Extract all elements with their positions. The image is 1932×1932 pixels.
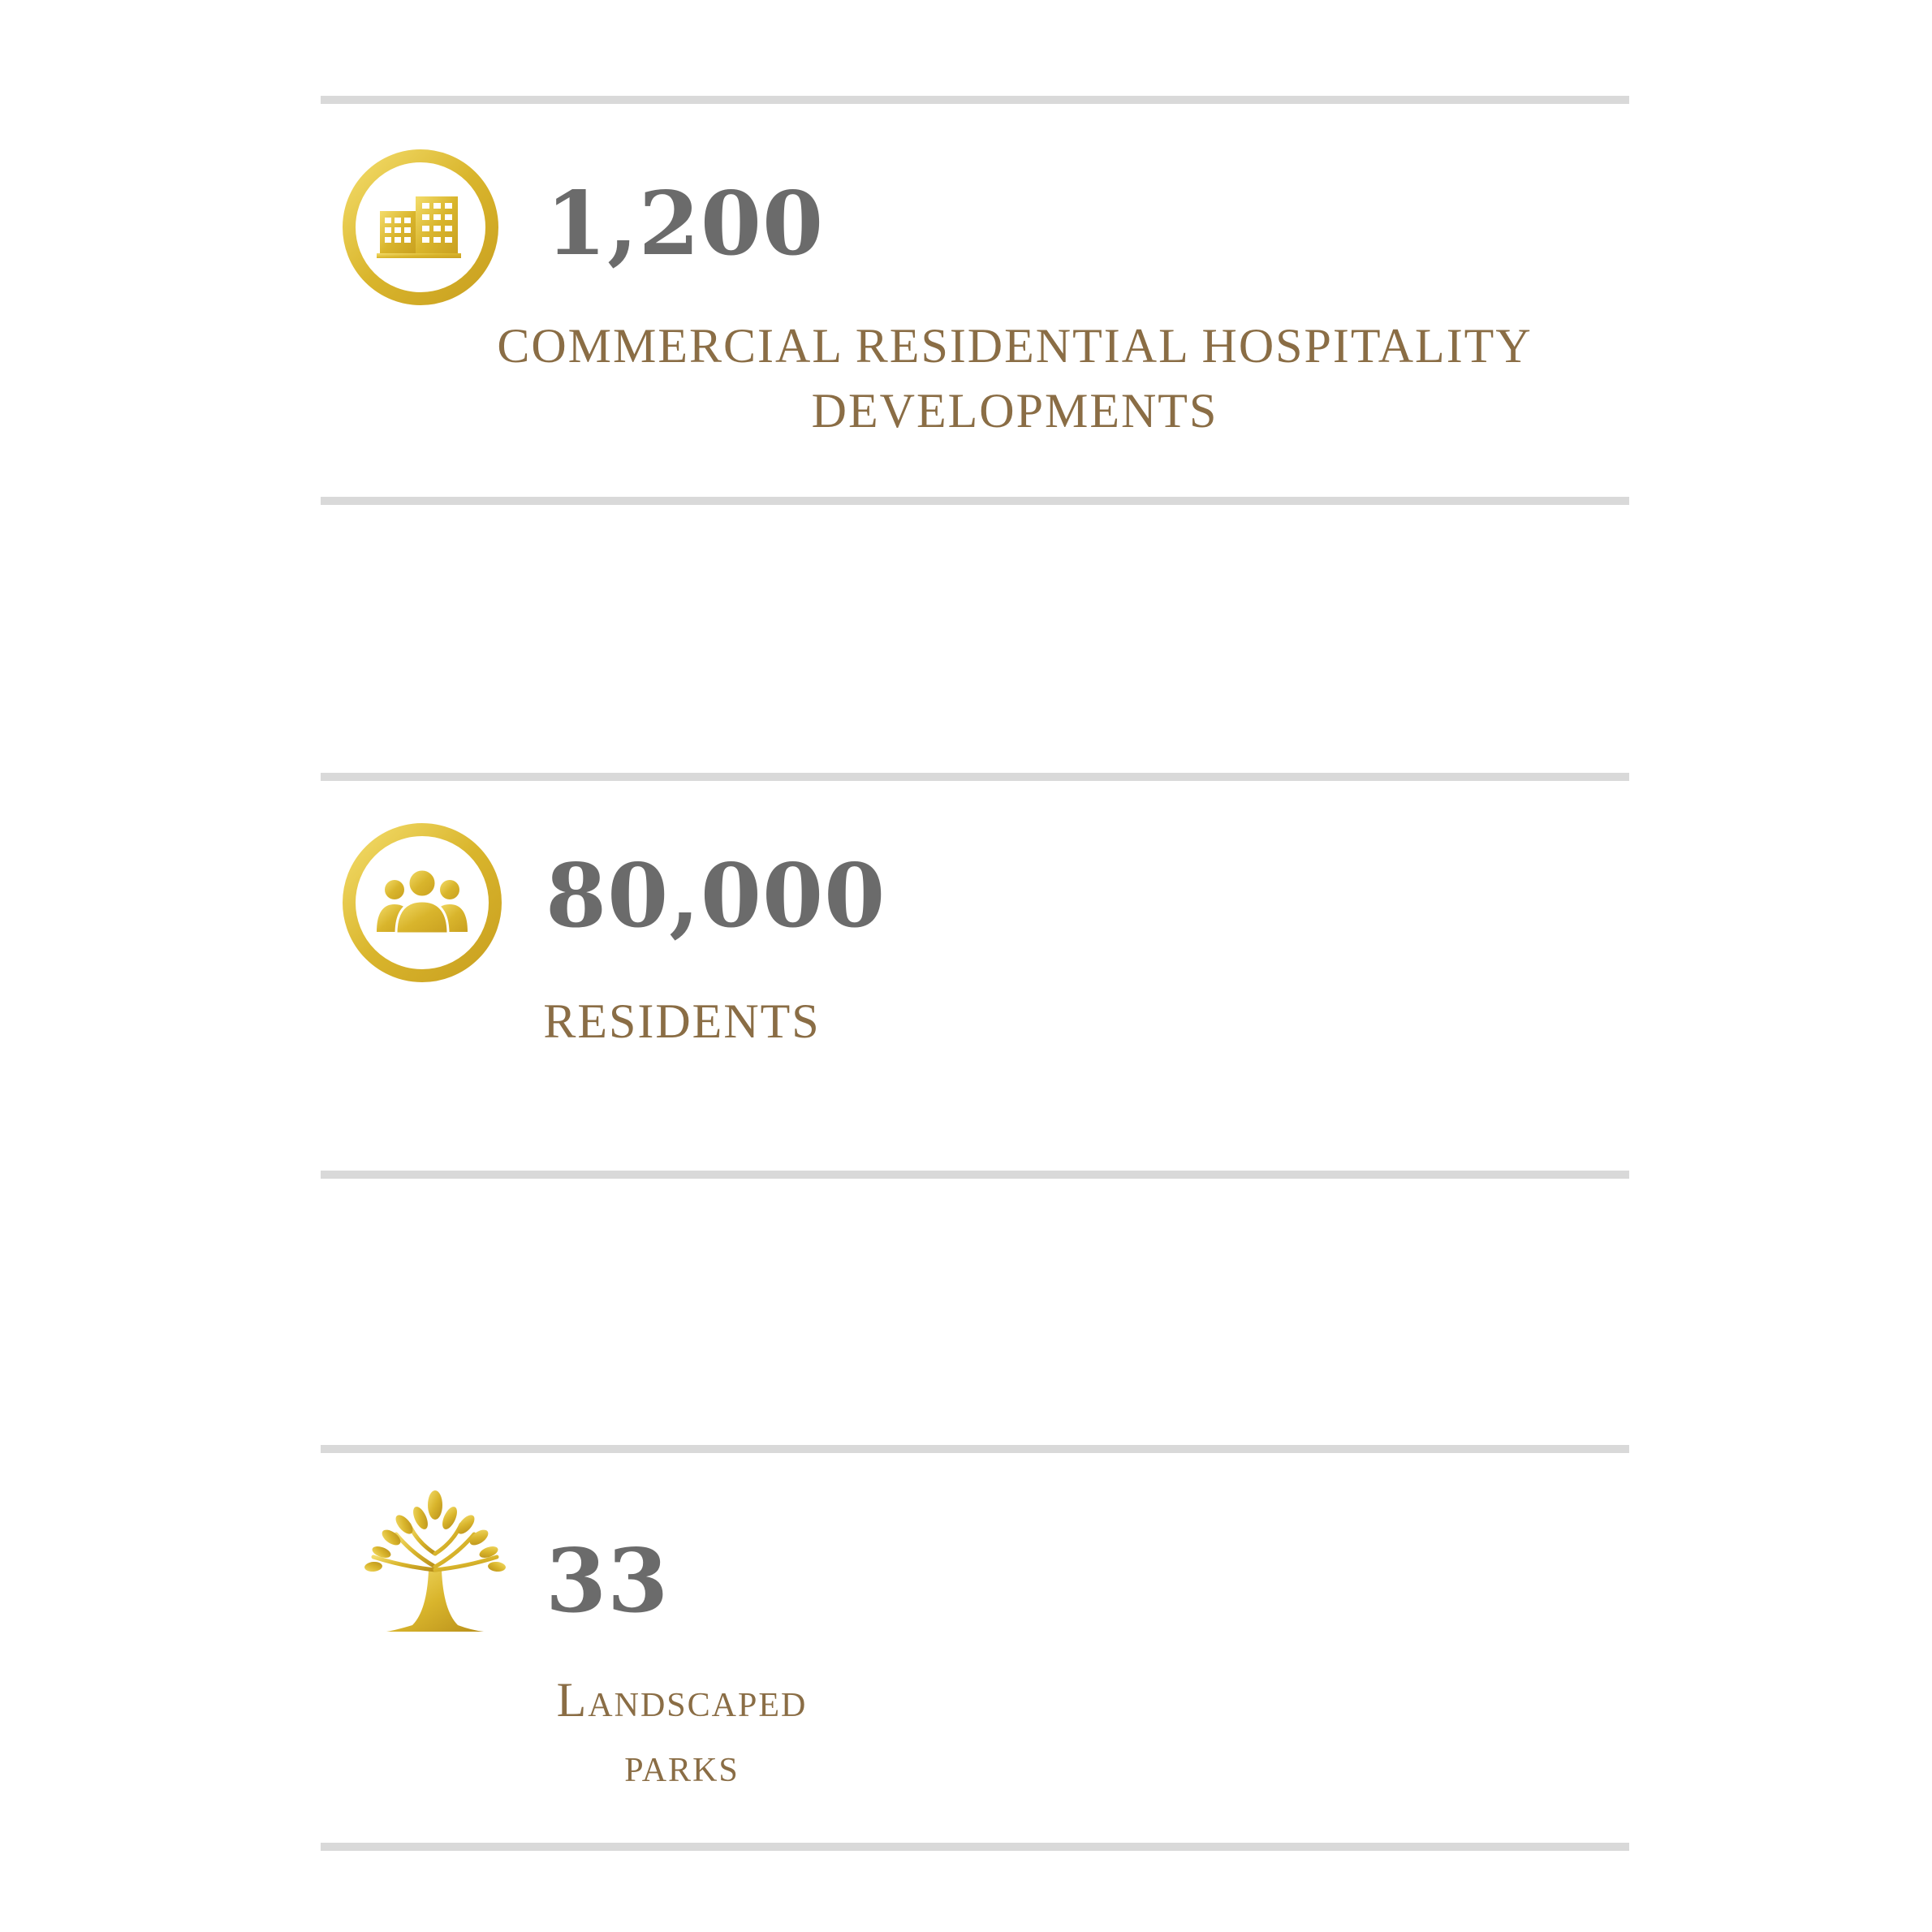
stat-number: 1,200 (546, 173, 825, 275)
people-group-icon (341, 822, 503, 984)
tree-icon (364, 1489, 507, 1643)
stat-label-line: Landscaped (556, 1673, 808, 1727)
divider (321, 96, 1629, 104)
stat-label-line: RESIDENTS (543, 994, 821, 1048)
stat-label (503, 989, 860, 1054)
divider (321, 773, 1629, 781)
stat-label-line: DEVELOPMENTS (811, 384, 1218, 438)
stat-number: 33 (546, 1530, 670, 1632)
divider (321, 1843, 1629, 1851)
stat-label-line: parks (624, 1738, 740, 1792)
stat-label-line: COMMERCIAL RESIDENTIAL HOSPITALITY (497, 319, 1533, 373)
divider (321, 1445, 1629, 1453)
divider (321, 1171, 1629, 1179)
buildings-icon (341, 148, 500, 307)
stat-number: 80,000 (546, 845, 886, 947)
stat-label (487, 1667, 877, 1797)
stat-label (455, 313, 1575, 443)
divider (321, 497, 1629, 505)
